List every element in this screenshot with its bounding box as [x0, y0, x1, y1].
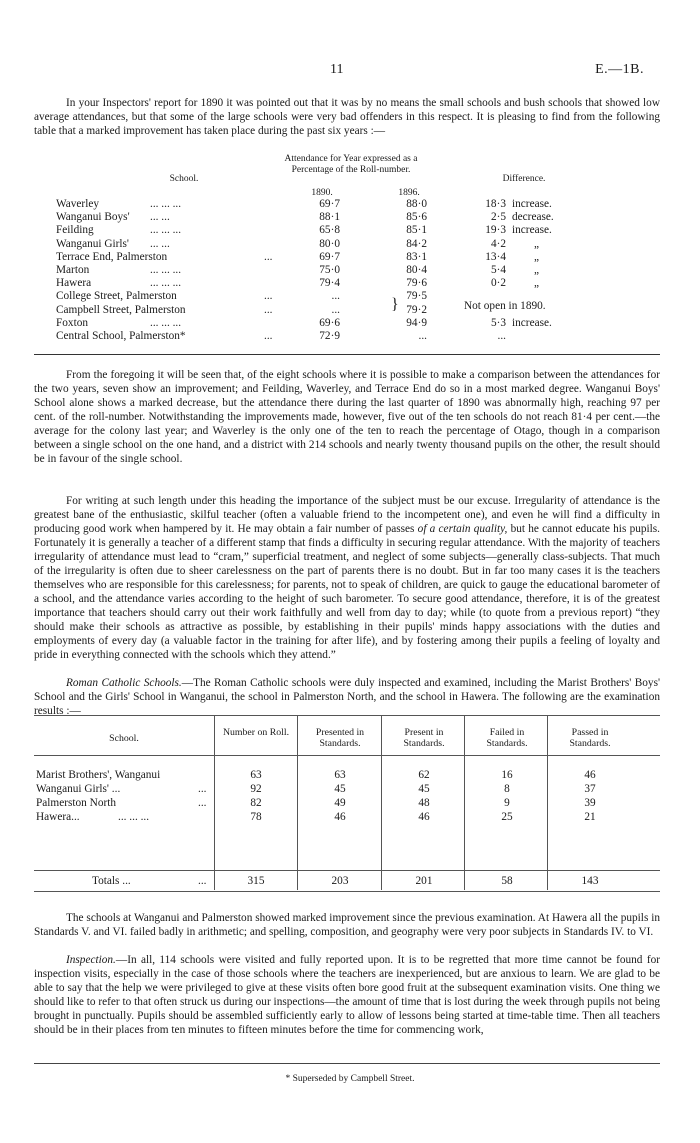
att-dots: ... ... [150, 237, 170, 250]
exam-roll: 82 [250, 797, 262, 809]
exam-roll: 78 [250, 811, 262, 823]
att-school: Feilding [56, 224, 94, 237]
att-1896: 79·6 [406, 277, 427, 290]
exam-school: Wanganui Girls' ... [36, 783, 121, 795]
att-diff: ... [497, 330, 506, 342]
totals-roll: 315 [247, 875, 265, 887]
att-dots: ... [264, 303, 273, 316]
document-reference: E.—1B. [595, 62, 644, 77]
att-diff-note: increase. [512, 316, 552, 329]
exam-school: Palmerston North [36, 797, 117, 809]
att-1896: ... [418, 330, 427, 342]
att-school: Wanganui Girls' [56, 237, 129, 250]
exam-passed: 37 [584, 783, 596, 795]
att-diff: 18·3 [485, 198, 506, 210]
exam-row [34, 797, 660, 810]
att-1890: 69·6 [319, 316, 340, 329]
attendance-row [34, 304, 660, 316]
attendance-row [34, 277, 660, 289]
att-dots: ... [264, 250, 273, 263]
exam-header-rule [34, 755, 660, 756]
att-dots: ... ... ... [150, 277, 182, 290]
totals-dots: ... [198, 875, 207, 887]
att-1896: 80·4 [406, 264, 427, 276]
att-school: College Street, Palmerston [56, 290, 177, 303]
att-header-1890: 1890. [311, 188, 333, 198]
attendance-row [34, 317, 660, 329]
exam-present: 46 [418, 811, 430, 823]
att-diff: 5·3 [490, 316, 506, 329]
intro-text: In your Inspectors' report for 1890 it was pointed out that it was by no means the small schools and bush schools that showed low average attendances, but that some of the large schools were very bad offenders in this respect. It is pleasing to find from the following table that a marked improvement has taken place during the past six years :— [34, 97, 660, 137]
exam-school: Marist Brothers', Wanganui [36, 769, 161, 781]
totals-presented: 203 [331, 875, 349, 887]
exam-failed: 8 [504, 783, 510, 795]
att-header-school: School. [169, 174, 199, 184]
att-1896: 94·9 [406, 316, 427, 329]
page-header [0, 62, 700, 82]
exam-dots: ... ... ... [118, 811, 150, 823]
paragraph-roman-catholic [34, 676, 660, 718]
exam-roll: 92 [250, 783, 262, 795]
att-1896: 79·5 [406, 290, 427, 303]
paragraph-results [34, 911, 660, 939]
exam-failed: 9 [504, 797, 510, 809]
roman-catholic-heading: Roman Catholic Schools. [66, 677, 182, 689]
att-diff-note: decrease. [512, 211, 554, 224]
att-1896: 85·1 [406, 224, 427, 237]
exam-present: 62 [418, 769, 430, 781]
att-1890: ... [331, 303, 340, 316]
totals-passed: 143 [581, 875, 599, 887]
att-1890: 88·1 [319, 211, 340, 224]
att-brace: } [391, 296, 399, 313]
page-number: 11 [330, 62, 344, 77]
exam-failed: 25 [501, 811, 513, 823]
irregularity-text-b: but he cannot educate his pupils. Fortunately it is generally a teacher of a different stamp that finds a difficulty in securing regular attendance. With the majority of teachers irregularity of attendance must lead to “cram,” superficial treatment, and neglect of some subjects—generally class-subjects. That much of the irregularity is often due to sheer carelessness on the part of parents there is no doubt. But in far too many cases it is the teachers themselves who are responsible for this carelessness; for parents, not to speak of children, are quick to gauge the educational barometer of a school, and the attendance varies according to the height of such barometer. To secure good attendance, therefore, it is of the greatest importance that teachers should carry out their work faithfully and well from day to day; while (to quote from a previous report) “they should make their schools as attractive as possible, by establishing in their pupils' minds happy associations with the duties and employments of every day (a valuable factor in the training for after life), and by fostering among their pupils a feeling of loyalty and pride in everything connected with the schools which they attend.” [34, 523, 661, 661]
att-header-1896: 1896. [398, 188, 420, 198]
att-1896: 85·6 [406, 211, 427, 224]
att-diff: 5·4 [490, 264, 506, 276]
totals-failed: 58 [501, 875, 513, 887]
att-diff-note: increase. [512, 224, 552, 237]
att-1890: 80·0 [319, 237, 340, 250]
examination-table [34, 715, 660, 905]
attendance-row [34, 330, 660, 342]
att-diff: 4·2 [490, 237, 506, 250]
exam-header-failed: Failed in Standards. [486, 727, 528, 749]
comparison-text: From the foregoing it will be seen that, of the eight schools where it is possible to make a comparison between the attendances for the two years, seven show an improvement; and Feilding, Waverley, and Terrace End do so in a most marked degree. Wanganui Boys' School alone shows a marked decrease, but the attendance there during the last quarter of 1890 was abnormally high, reaching 97 per cent. of the roll-number. Notwithstanding the improvements made, however, five out of the ten schools do not reach 81·4 per cent.—the average for the colony last year; and Waverley is the only one of the ten to reach the percentage of Otago, though in a comparison between a single school on the one hand, and a district with 214 schools and nearly twenty thousand pupils on the other, the result should be in favour of the single school. [34, 369, 660, 465]
att-diff-note: „ [534, 277, 540, 290]
exam-failed: 16 [501, 769, 513, 781]
att-1896: 79·2 [406, 303, 427, 316]
exam-header-presented: Presented in Standards. [315, 727, 365, 749]
att-school: Marton [56, 264, 90, 276]
exam-totals-row [34, 875, 660, 888]
att-1890: 72·9 [319, 330, 340, 342]
attendance-row [34, 264, 660, 276]
att-dots: ... ... ... [150, 316, 182, 329]
exam-roll: 63 [250, 769, 262, 781]
att-1890: 75·0 [319, 264, 340, 276]
att-dots: ... [264, 330, 273, 342]
results-text: The schools at Wanganui and Palmerston showed marked improvement since the previous examination. At Hawera all the pupils in Standards V. and VI. failed badly in arithmetic; and spelling, composition, and geography were very poor subjects in Standards IV. to VI. [34, 912, 660, 938]
att-header-attendance: Attendance for Year expressed as a Percentage of the Roll-number. [284, 154, 418, 175]
att-diff-note: increase. [512, 198, 552, 210]
attendance-row [34, 198, 660, 210]
inspection-body: —In all, 114 schools were visited and fully reported upon. It is to be regretted that more time cannot be found for inspection visits, especially in the case of those schools where the teachers are inexperienced, but are anxious to learn. We are glad to be able to say that the help we were privileged to give at these visits often bore good fruit at the subsequent examination visits. One thing we should like to refer to that often struck us during our inspections—the amount of time that is lost during the week through pupils not being brought in punctually. Pupils should be assembled sufficiently early to allow of lessons being started at time-table time. Then all teachers should be in their places from ten minutes to fifteen minutes before the time for commencing work, [34, 954, 660, 1036]
att-dots: ... ... ... [150, 224, 182, 237]
exam-totals-rule [34, 870, 660, 871]
att-1896: 88·0 [406, 198, 427, 210]
att-school: Waverley [56, 198, 99, 210]
exam-row [34, 811, 660, 824]
att-diff-note: „ [534, 264, 540, 276]
roman-catholic-body: —The Roman Catholic schools were duly inspected and examined, including the Marist Brothers' Boys' School and the Girls' School in Wanganui, the school in Palmerston North, and the school in Hawera. The following are the examination results :— [34, 677, 661, 717]
exam-passed: 46 [584, 769, 596, 781]
att-school: Terrace End, Palmerston [56, 250, 168, 263]
exam-presented: 45 [334, 783, 346, 795]
att-school: Campbell Street, Palmerston [56, 303, 186, 316]
exam-header-present: Present in Standards. [403, 727, 445, 749]
att-diff-note: „ [534, 237, 540, 250]
exam-school: Hawera... [36, 811, 80, 823]
attendance-table [34, 154, 660, 354]
exam-passed: 39 [584, 797, 596, 809]
paragraph-irregularity [34, 494, 660, 662]
attendance-row [34, 238, 660, 250]
att-1890: 65·8 [319, 224, 340, 237]
att-dots: ... ... ... [150, 264, 182, 276]
exam-presented: 63 [334, 769, 346, 781]
attendance-row [34, 211, 660, 223]
exam-header-roll: Number on Roll. [222, 727, 290, 738]
attendance-row [34, 224, 660, 236]
totals-present: 201 [415, 875, 433, 887]
inspection-text [34, 953, 660, 1037]
footnote-rule [34, 1063, 660, 1064]
att-diff: 2·5 [490, 211, 506, 224]
att-1890: ... [331, 290, 340, 303]
att-school: Central School, Palmerston* [56, 330, 186, 342]
exam-present: 45 [418, 783, 430, 795]
exam-present: 48 [418, 797, 430, 809]
intro-paragraph [34, 96, 660, 138]
exam-dots: ... [198, 797, 207, 809]
att-diff-note: „ [534, 250, 540, 263]
roman-catholic-text [34, 676, 660, 718]
irregularity-text [34, 494, 660, 662]
footnote: * Superseded by Campbell Street. [285, 1074, 415, 1084]
exam-row [34, 783, 660, 796]
att-diff: 0·2 [490, 277, 506, 290]
att-dots: ... ... ... [150, 198, 182, 210]
att-1890: 79·4 [319, 277, 340, 290]
att-header-difference: Difference. [502, 174, 546, 184]
exam-header-school: School. [109, 733, 139, 744]
irregularity-italic: of a certain quality, [417, 523, 508, 535]
inspection-heading: Inspection. [66, 954, 116, 966]
att-diff: 13·4 [485, 250, 506, 263]
att-dots: ... [264, 290, 273, 303]
att-school: Foxton [56, 316, 89, 329]
exam-top-rule [34, 715, 660, 716]
divider [34, 354, 660, 355]
exam-header-passed: Passed in Standards. [569, 727, 611, 749]
att-1896: 84·2 [406, 237, 427, 250]
att-school: Hawera [56, 277, 92, 290]
att-diff: 19·3 [485, 224, 506, 237]
attendance-row [34, 290, 660, 302]
att-school: Wanganui Boys' [56, 211, 130, 224]
att-not-open: Not open in 1890. [464, 300, 546, 312]
att-dots: ... ... [150, 211, 170, 224]
exam-presented: 49 [334, 797, 346, 809]
totals-label: Totals ... [92, 875, 131, 887]
att-1890: 69·7 [319, 250, 340, 263]
paragraph-comparison [34, 368, 660, 466]
att-1890: 69·7 [319, 198, 340, 210]
exam-presented: 46 [334, 811, 346, 823]
exam-row [34, 769, 660, 782]
irregularity-text-a: For writing at such length under this heading the importance of the subject must be our excuse. Irregularity of attendance is the greatest bane of the enthusiastic, skilful teacher (often a valuable friend to the incompetent one), and even he will find a difficulty in producing good work when hampered by it. He may obtain a fair number of passes [34, 495, 660, 535]
paragraph-inspection [34, 953, 660, 1037]
attendance-row [34, 251, 660, 263]
exam-bottom-rule [34, 891, 660, 892]
exam-passed: 21 [584, 811, 596, 823]
att-1896: 83·1 [406, 250, 427, 263]
exam-dots: ... [198, 783, 207, 795]
